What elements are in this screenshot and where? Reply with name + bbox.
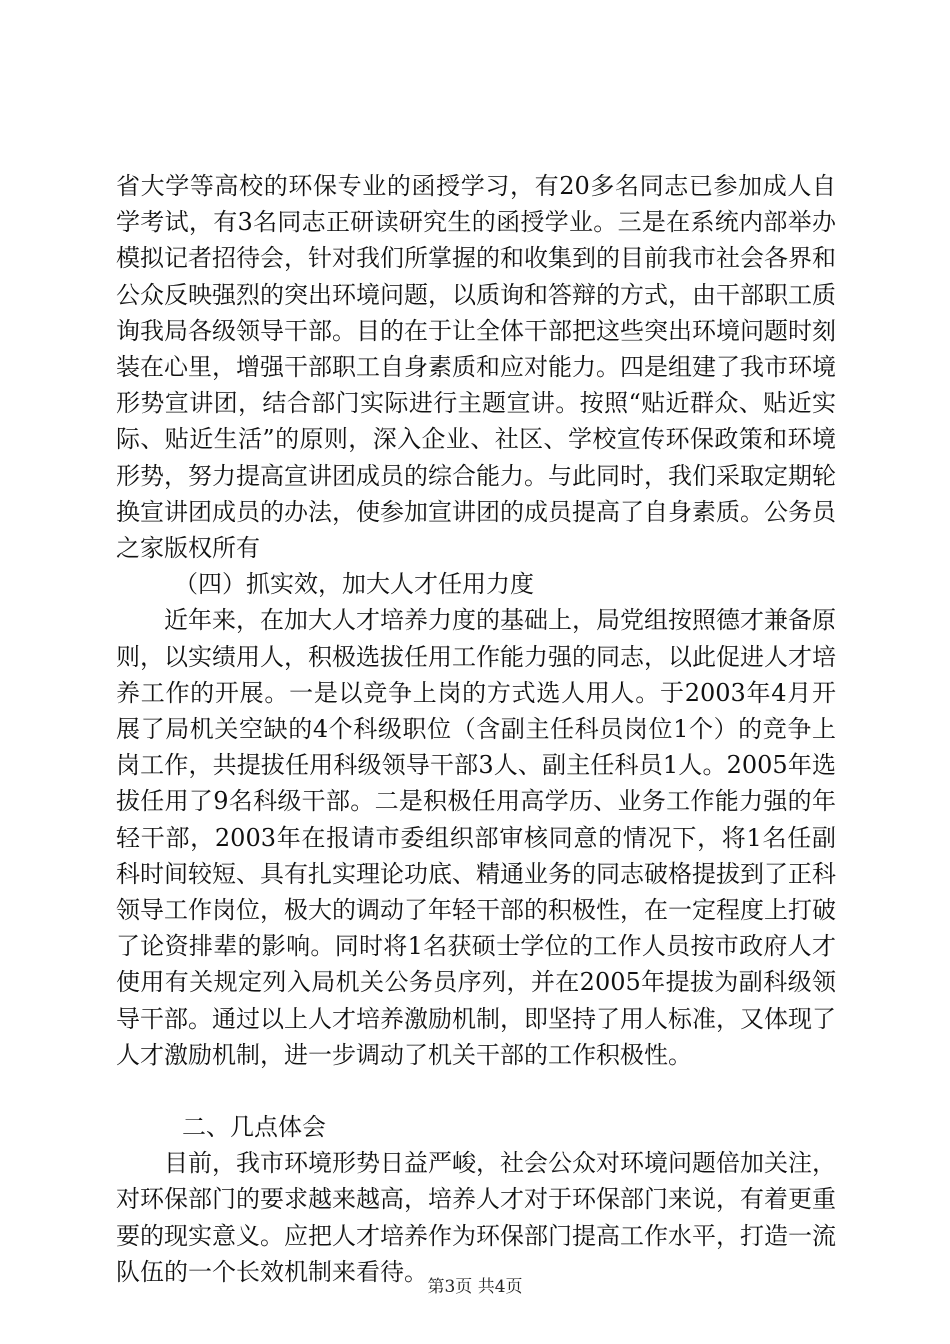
- section-heading-4: （四）抓实效，加大人才任用力度: [174, 570, 534, 599]
- page-footer: 第3页 共4页: [427, 1277, 523, 1297]
- section-heading-2: 二、几点体会: [182, 1113, 326, 1142]
- document-body: [116, 168, 836, 1290]
- paragraph-gap: [116, 1073, 836, 1109]
- paragraph-reflections: 目前，我市环境形势日益严峻，社会公众对环境问题倍加关注，对环保部门的要求越来越高，培养人才对于环保部门来说，有着更重要的现实意义。应把人才培养作为环保部门提高工作水平，打造一流队伍的一个长效机制来看待。: [116, 1149, 836, 1286]
- paragraph-talent-appointment: 近年来，在加大人才培养力度的基础上，局党组按照德才兼备原则，以实绩用人，积极选拔任用工作能力强的同志，以此促进人才培养工作的开展。一是以竞争上岗的方式选人用人。于2003年4月开展了局机关空缺的4个科级职位（含副主任科员岗位1个）的竞争上岗工作，共提拔任用科级领导干部3人、副主任科员1人。2005年选拔任用了9名科级干部。二是积极任用高学历、业务工作能力强的年轻干部，2003年在报请市委组织部审核同意的情况下，将1名任副科时间较短、具有扎实理论功底、精通业务的同志破格提拔到了正科领导工作岗位，极大的调动了年轻干部的积极性，在一定程度上打破了论资排辈的影响。同时将1名获硕士学位的工作人员按市政府人才使用有关规定列入局机关公务员序列，并在2005年提拔为副科级领导干部。通过以上人才培养激励机制，即坚持了用人标准，又体现了人才激励机制，进一步调动了机关干部的工作积极性。: [116, 606, 836, 1069]
- paragraph-continuation: 省大学等高校的环保专业的函授学习，有20多名同志已参加成人自学考试，有3名同志正研读研究生的函授学业。三是在系统内部举办模拟记者招待会，针对我们所掌握的和收集到的目前我市社会各界和公众反映强烈的突出环境问题，以质询和答辩的方式，由干部职工质询我局各级领导干部。目的在于让全体干部把这些突出环境问题时刻装在心里，增强干部职工自身素质和应对能力。四是组建了我市环境形势宣讲团，结合部门实际进行主题宣讲。按照“贴近群众、贴近实际、贴近生活”的原则，深入企业、社区、学校宣传环保政策和环境形势，努力提高宣讲团成员的综合能力。与此同时，我们采取定期轮换宣讲团成员的办法，使参加宣讲团的成员提高了自身素质。公务员之家版权所有: [116, 172, 836, 563]
